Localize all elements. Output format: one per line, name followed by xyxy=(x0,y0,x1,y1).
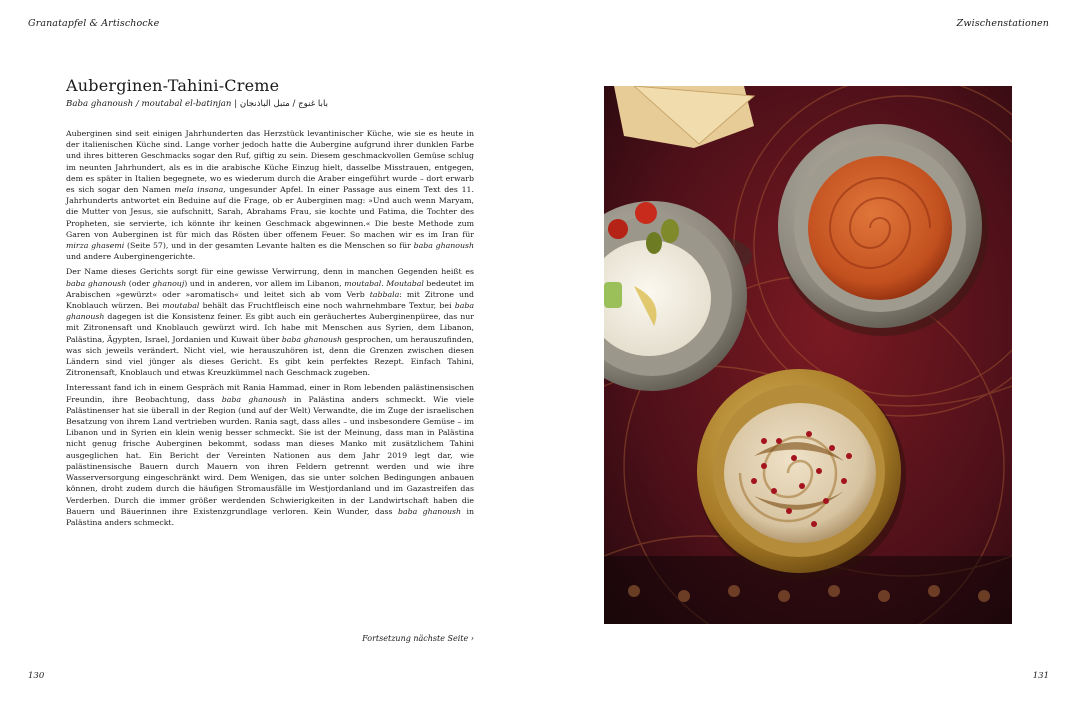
text-run: (Seite 57), und in der gesamten Levante halten es die Menschen so für xyxy=(124,241,414,251)
italic-term: tabbala xyxy=(369,289,400,299)
italic-term: baba ghanoush xyxy=(397,506,462,516)
text-run: dagegen ist die Konsistenz feiner. Es gibt auch ein geräuchertes Auberginenpüree, das nur mit Zitronensaft und Knoblauch gewürzt wird. Ich habe mit Menschen aus Syrien, dem Libanon, Palästina, Ägypten, Israel, Jordanien und Kuwait über xyxy=(66,312,474,344)
recipe-title: Auberginen-Tahini-Creme xyxy=(66,76,280,95)
italic-term: baba ghanoush xyxy=(221,394,287,404)
text-run: ) und in anderen, vor allem im Libanon, xyxy=(184,278,345,288)
text-run: Auberginen sind seit einigen Jahrhunderten das Herzstück levantinischer Küche, wie sie es heute in der italienischen Küche sind. Lange vorher jedoch hatte die Aubergine aufgrund ihrer dunklen Farbe und ihres bitteren Geschmacks sogar den Ruf, giftig zu sein. Diesem geschmackvollen Gemüse schlug im neunten Jahrhundert, als es in die arabische Küche Einzug hielt, dasselbe Misstrauen, entgegen, dem es später in Italien begegnete, wo es wiederum durch die Araber eingeführt wurde – dort erwarb es sich sogar den Namen xyxy=(66,129,474,195)
subtitle-latin: Baba ghanoush / moutabal el-batinjan | xyxy=(66,99,238,109)
paragraph-1 xyxy=(66,128,474,262)
running-head-left: Granatapfel & Artischocke xyxy=(28,18,160,29)
italic-term: baba ghanoush xyxy=(281,334,342,344)
italic-term: baba ghanoush xyxy=(66,301,474,322)
text-run: in Palästina anders schmeckt. Wie viele Palästinenser hat sie überall in der Region (und auf der Welt) Verwandte, die im Zuge der israelischen Besatzung von ihrem Land vertrieben wurden. Rania sagt, dass alles – und insbesondere Gemüse – im Libanon und in Syrien ein klein wenig besser schmeckt. Sie ist der Meinung, dass man in Palästina nicht genug frische Auberginen bekommt, sodass man dieses Manko mit zusätzlichem Tahini ausgeglichen hat. Ein Bericht der Vereinten Nationen aus dem Jahr 2019 legt dar, wie palästinensische Bauern durch Mauern von ihren Feldern getrennt werden und wie ihre Wasserversorgung eingeschränkt wird. Dem Wenigen, das sie unter solchen Bedingungen anbauen können, droht zudem durch die häufigen Stromausfälle im Westjordanland und im Gazastreifen das Verderben. Durch die immer größer werdenden Schwierigkeiten in der Landwirtschaft haben die Bauern und Bäuerinnen ihre Existenzgrundlage verloren. Kein Wunder, dass xyxy=(66,394,474,516)
text-run: gesprochen, um herauszufinden, was sich jeweils verändert. Nicht viel, wie herauszuhören ist, denn die Grenzen zwischen diesen Ländern sind viel jünger als dieses Gericht. Es gibt kein perfektes Rezept. Einfach Tahini, Zitronensaft, Knoblauch und etwas Kreuzkümmel nach Geschmack zugeben. xyxy=(66,334,474,378)
text-run: bedeutet im Arabischen »gewürzt« oder »aromatisch« und leitet sich ab vom Verb xyxy=(66,278,474,299)
body-text xyxy=(66,128,474,532)
paragraph-2 xyxy=(66,266,474,378)
italic-term: mela insana xyxy=(174,185,224,195)
text-run: behält das Fruchtfleisch eine noch wahrnehmbare Textur, bei xyxy=(199,301,455,311)
subtitle-arabic: بابا غنوج / متبل الباذنجان xyxy=(239,99,328,109)
text-run: : mit Zitrone und Knoblauch würzen. Bei xyxy=(66,289,474,311)
page-number-left: 130 xyxy=(28,671,45,681)
text-run: Der Name dieses Gerichts sorgt für eine gewisse Verwirrung, denn in manchen Gegenden heißt es xyxy=(66,267,474,277)
italic-term: ghanouj xyxy=(152,278,185,288)
running-head-right: Zwischenstationen xyxy=(956,18,1049,29)
italic-term: mirza ghasemi xyxy=(66,241,125,251)
continued-next-page-link[interactable]: Fortsetzung nächste Seite › xyxy=(362,634,474,643)
text-run: Interessant fand ich in einem Gespräch mit Rania Hammad, einer in Rom lebenden palästinensischen Freundin, ihre Beobachtung, dass xyxy=(66,383,474,404)
text-run: , ungesunder Apfel. In einer Passage aus einem Text des 11. Jahrhunderts antwortet ein Beduine auf die Frage, ob er Auberginen mag: »Und auch wenn Maryam, die Mutter von Jesus, sie aufschnitt, Sarah, Abrahams Frau, sie kochte und Fatima, die Tochter des Propheten, sie servierte, ich könnte ihr keinen Geschmack abgewinnen.« Die beste Methode zum Garen von Auberginen ist für mich das Rösten über offenem Feuer. So machen wir es im Iran für xyxy=(66,185,474,239)
food-photo xyxy=(604,86,1012,624)
italic-term: baba ghanoush xyxy=(413,241,474,251)
paragraph-3 xyxy=(66,382,474,528)
italic-term: baba ghanoush xyxy=(66,278,127,288)
text-run: und andere Auberginengerichte. xyxy=(66,252,196,262)
text-run: (oder xyxy=(126,278,153,288)
page-number-right: 131 xyxy=(1032,671,1049,681)
recipe-subtitle xyxy=(66,99,328,109)
text-run: in Palästina anders schmeckt. xyxy=(66,506,474,527)
italic-term: moutabal. Moutabal xyxy=(344,278,424,288)
italic-term: moutabal xyxy=(162,301,200,311)
